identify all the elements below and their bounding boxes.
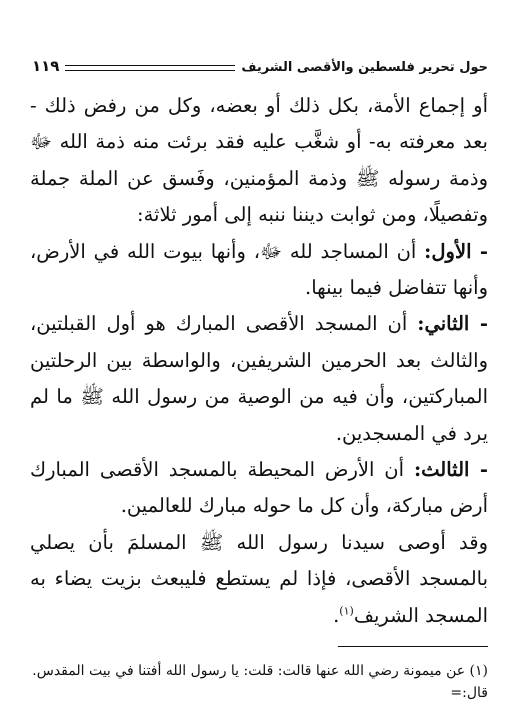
paragraph-recommendation: [30, 525, 488, 634]
second-label: - الثاني:: [417, 312, 488, 336]
second-text: أن المسجد الأقصى المبارك هو أول القبلتين، والثالث بعد الحرمين الشريفين، والواسطة بين الرحلتين المباركتين، وأن فيه من الوصية من رسول الله ﷺ ما لم يرد في المسجدين.: [30, 312, 488, 445]
paragraph-third: [30, 452, 488, 525]
footnote-divider: [338, 646, 488, 647]
recommendation-text: وقد أوصى سيدنا رسول الله ﷺ المسلمَ بأن يصلي بالمسجد الأقصى، فإذا لم يستطع فليبعث بزيت يضاء به المسجد الشريف: [30, 530, 488, 627]
paragraph-first: [30, 234, 488, 307]
third-label: - الثالث:: [413, 458, 488, 482]
third-text: أن الأرض المحيطة بالمسجد الأقصى المبارك أرض مباركة، وأن كل ما حوله مبارك للعالمين.: [30, 458, 488, 518]
footnote: (١) عن ميمونة رضي الله عنها قالت: قلت: يا رسول الله أفتنا في بيت المقدس. قال:=: [32, 663, 488, 701]
paragraph-second: [30, 306, 488, 452]
first-text: أن المساجد لله ﷻ، وأنها بيوت الله في الأرض، وأنها تتفاضل فيما بينها.: [30, 239, 488, 300]
first-label: - الأول:: [424, 239, 488, 263]
paragraph-intro: أو إجماع الأمة، بكل ذلك أو بعضه، وكل من رفض ذلك - بعد معرفته به- أو شغَّب عليه فقد برئت منه ذمة الله ﷻ وذمة رسوله ﷺ وذمة المؤمنين، وفَسق عن الملة جملة وتفصيلًا، ومن ثوابت ديننا ننبه إلى أمور ثلاثة:: [30, 94, 488, 227]
main-text: [30, 88, 488, 634]
running-title: حول تحرير فلسطين والأقصى الشريف: [241, 60, 488, 75]
footnote-reference: (١): [339, 604, 354, 618]
page-number: ١١٩: [32, 57, 60, 75]
page-header: [32, 50, 488, 74]
recommendation-end: .: [333, 603, 340, 627]
header-rule: [65, 65, 235, 71]
